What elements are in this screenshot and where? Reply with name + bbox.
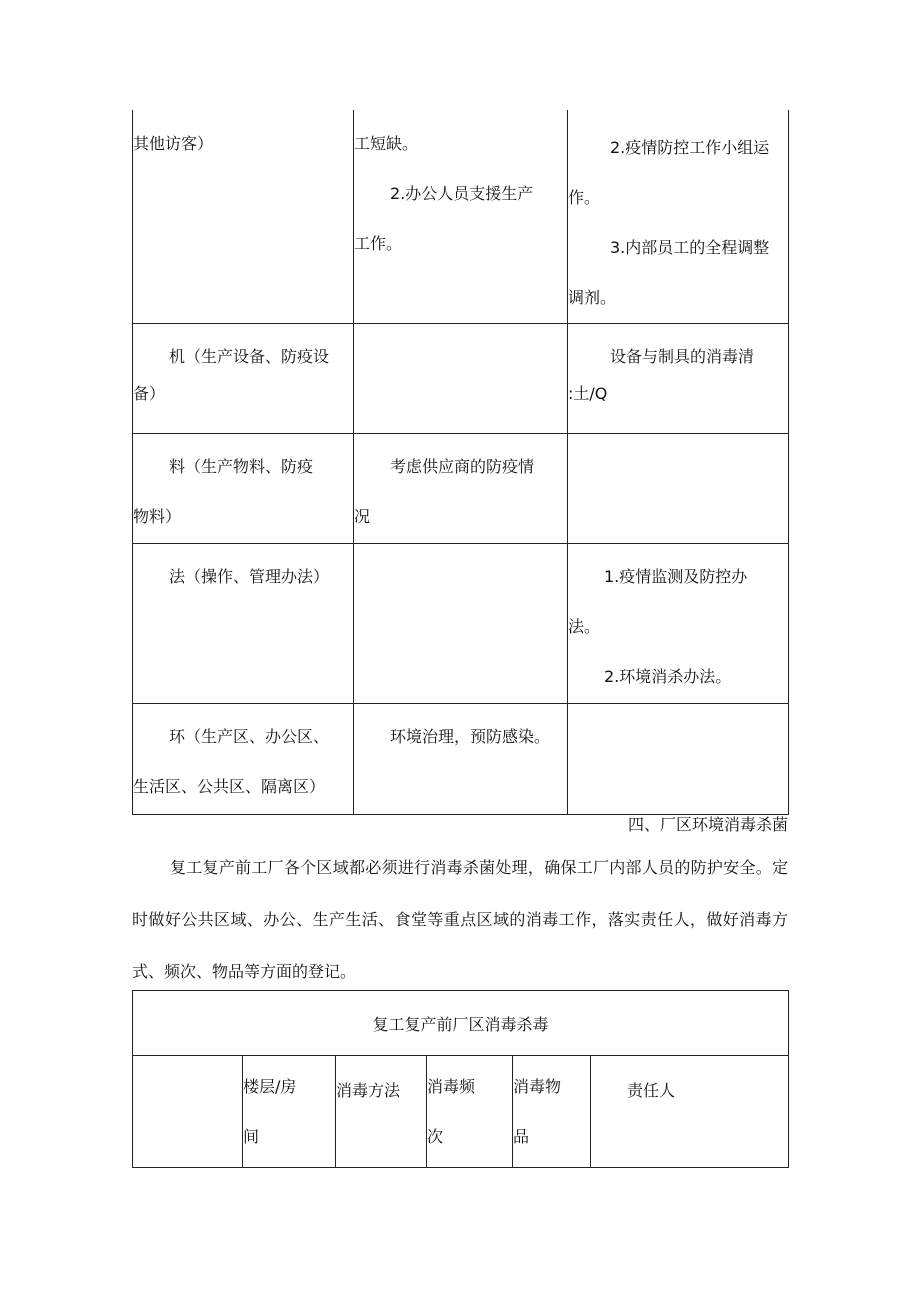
- cell-text: 2.环境消杀办法。: [604, 667, 732, 686]
- table-cell: [568, 434, 789, 544]
- table-row: [133, 434, 789, 544]
- table-row: [133, 110, 789, 324]
- table-cell: [133, 544, 354, 704]
- cell-text: 调剂。: [568, 288, 617, 307]
- cell-text: 机（生产设备、防疫设: [169, 347, 330, 366]
- table-row: [133, 324, 789, 434]
- cell-text: 工短缺。: [354, 134, 419, 153]
- table-cell: [568, 110, 789, 324]
- cell-text: 2.办公人员支援生产: [390, 184, 534, 203]
- table-title-row: [133, 991, 789, 1056]
- cell-text: 1.疫情监测及防控办: [604, 567, 748, 586]
- cell-text: :土/Q: [568, 384, 608, 403]
- table-cell: [133, 704, 354, 815]
- cell-text: 工作。: [354, 234, 403, 253]
- section-paragraph: 复工复产前工厂各个区域都必须进行消毒杀菌处理，确保工厂内部人员的防护安全。定时做好公共区域、办公、生产生活、食堂等重点区域的消毒工作，落实责任人，做好消毒方式、频次、物品等方面的登记。: [132, 858, 788, 981]
- cell-text: 考虑供应商的防疫情: [390, 457, 535, 476]
- header-text: 品: [513, 1127, 530, 1146]
- table-cell: [354, 434, 568, 544]
- table-title: 复工复产前厂区消毒杀毒: [133, 991, 789, 1056]
- table-cell: [568, 704, 789, 815]
- cell-text: 环境治理，预防感染。: [390, 727, 551, 746]
- cell-text: 物料）: [133, 507, 182, 526]
- table-row: [133, 704, 789, 815]
- disinfection-table: [132, 990, 789, 1168]
- header-cell-floor-room: [243, 1056, 336, 1168]
- cell-text: 其他访客）: [133, 134, 214, 153]
- table-cell: [354, 110, 568, 324]
- section-heading: 四、厂区环境消毒杀菌: [627, 815, 788, 834]
- header-text: 消毒物: [513, 1077, 562, 1096]
- cell-text: 法（操作、管理办法）: [169, 567, 330, 586]
- table-cell: [354, 544, 568, 704]
- header-text: 消毒频: [427, 1077, 476, 1096]
- header-text: 间: [243, 1127, 260, 1146]
- header-cell-owner: [591, 1056, 789, 1168]
- header-cell-empty: [133, 1056, 243, 1168]
- cell-text: 备）: [133, 384, 166, 403]
- header-text: 次: [427, 1127, 444, 1146]
- header-cell-frequency: [427, 1056, 513, 1168]
- table-cell: [354, 324, 568, 434]
- table-row: [133, 544, 789, 704]
- table-cell: [568, 324, 789, 434]
- table-cell: [133, 110, 354, 324]
- header-text: 消毒方法: [336, 1081, 401, 1100]
- table-cell: [354, 704, 568, 815]
- cell-text: 2.疫情防控工作小组运: [610, 138, 770, 157]
- cell-text: 3.内部员工的全程调整: [610, 238, 770, 257]
- table-cell: [133, 324, 354, 434]
- header-text: 楼层/房: [243, 1077, 297, 1096]
- table-header-row: [133, 1056, 789, 1168]
- header-cell-method: [336, 1056, 427, 1168]
- cell-text: 料（生产物料、防疫: [169, 457, 314, 476]
- cell-text: 作。: [568, 188, 601, 207]
- responsibility-table: [132, 110, 789, 815]
- table-cell: [133, 434, 354, 544]
- cell-text: 环（生产区、办公区、: [169, 727, 330, 746]
- cell-text: 设备与制具的消毒清: [610, 347, 755, 366]
- header-text: 责任人: [627, 1081, 676, 1100]
- table-cell: [568, 544, 789, 704]
- cell-text: 法。: [568, 617, 601, 636]
- header-cell-supplies: [513, 1056, 591, 1168]
- cell-text: 况: [354, 507, 371, 526]
- cell-text: 生活区、公共区、隔离区）: [133, 777, 326, 796]
